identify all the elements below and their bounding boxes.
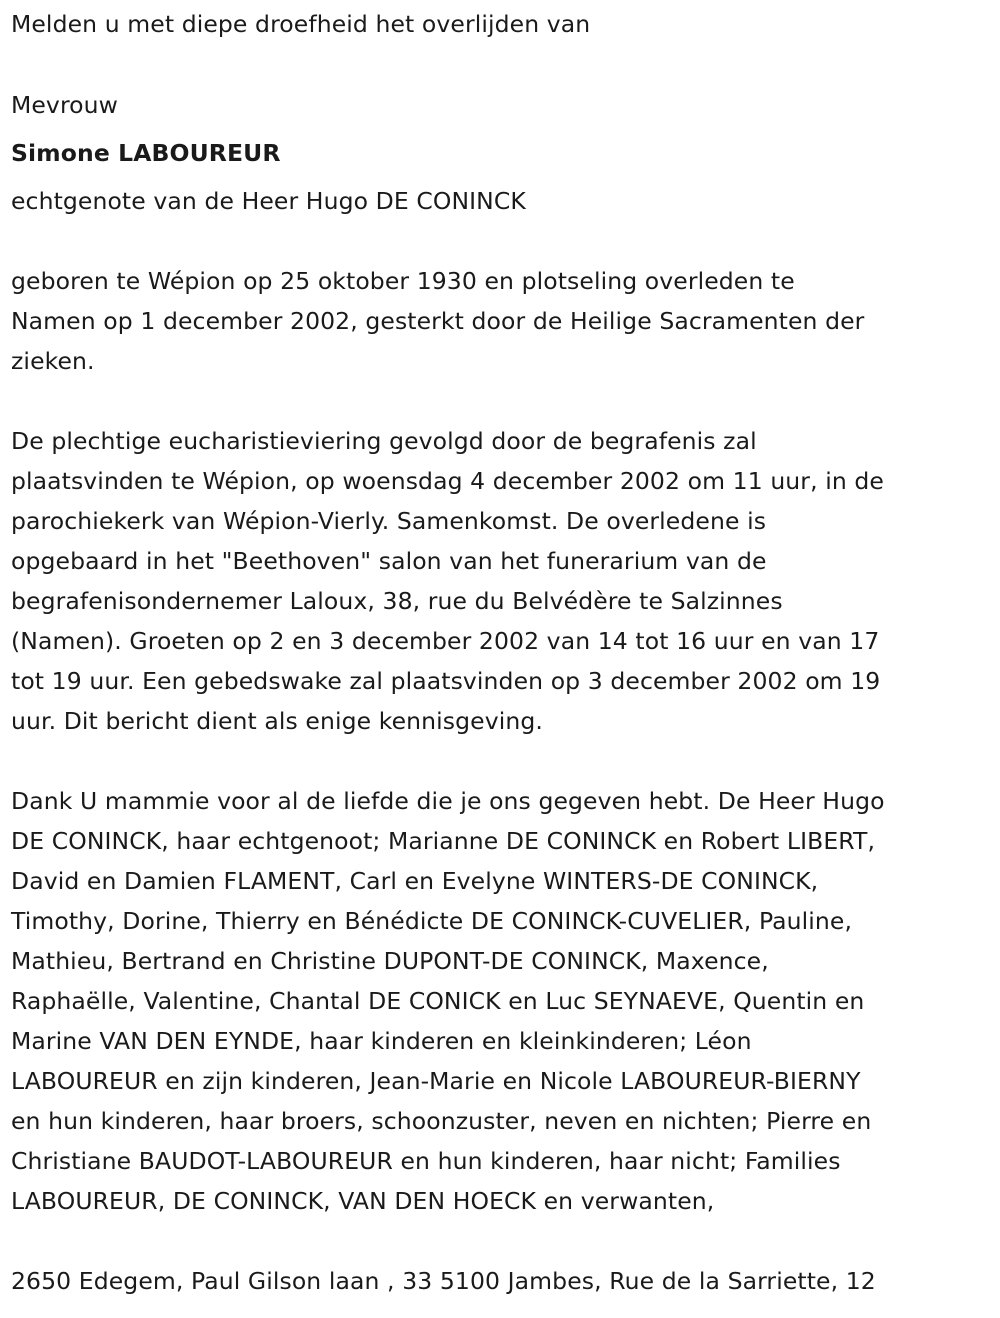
address-line: 2650 Edegem, Paul Gilson laan , 33 5100 Jambes, Rue de la Sarriette, 12 — [11, 1267, 876, 1295]
paragraph-line: Raphaëlle, Valentine, Chantal DE CONICK en Luc SEYNAEVE, Quentin en — [11, 987, 865, 1015]
paragraph-line: en hun kinderen, haar broers, schoonzuster, neven en nichten; Pierre en — [11, 1107, 872, 1135]
paragraph-line: Marine VAN DEN EYNDE, haar kinderen en kleinkinderen; Léon — [11, 1027, 752, 1055]
paragraph-line: David en Damien FLAMENT, Carl en Evelyne WINTERS-DE CONINCK, — [11, 867, 819, 895]
intro-text: Melden u met diepe droefheid het overlijden van — [11, 10, 591, 38]
paragraph-line: tot 19 uur. Een gebedswake zal plaatsvinden op 3 december 2002 om 19 — [11, 667, 881, 695]
paragraph-line: plaatsvinden te Wépion, op woensdag 4 december 2002 om 11 uur, in de — [11, 467, 884, 495]
paragraph-line: De plechtige eucharistieviering gevolgd door de begrafenis zal — [11, 427, 757, 455]
birth-death-paragraph — [11, 261, 993, 381]
paragraph-line: Mathieu, Bertrand en Christine DUPONT-DE CONINCK, Maxence, — [11, 947, 769, 975]
paragraph-line: begrafenisondernemer Laloux, 38, rue du Belvédère te Salzinnes — [11, 587, 783, 615]
paragraph-line: LABOUREUR, DE CONINCK, VAN DEN HOECK en verwanten, — [11, 1187, 715, 1215]
paragraph-line: Timothy, Dorine, Thierry en Bénédicte DE CONINCK-CUVELIER, Pauline, — [11, 907, 853, 935]
paragraph-line: uur. Dit bericht dient als enige kennisgeving. — [11, 707, 543, 735]
paragraph-line: parochiekerk van Wépion-Vierly. Samenkomst. De overledene is — [11, 507, 767, 535]
family-paragraph — [11, 781, 993, 1221]
paragraph-line: (Namen). Groeten op 2 en 3 december 2002 van 14 tot 16 uur en van 17 — [11, 627, 880, 655]
paragraph-line: Dank U mammie voor al de liefde die je ons gegeven hebt. De Heer Hugo — [11, 787, 885, 815]
paragraph-line: zieken. — [11, 347, 95, 375]
ceremony-paragraph — [11, 421, 993, 741]
paragraph-line: LABOUREUR en zijn kinderen, Jean-Marie en Nicole LABOUREUR-BIERNY — [11, 1067, 861, 1095]
paragraph-line: Christiane BAUDOT-LABOUREUR en hun kinderen, haar nicht; Families — [11, 1147, 841, 1175]
paragraph-line: DE CONINCK, haar echtgenoot; Marianne DE CONINCK en Robert LIBERT, — [11, 827, 876, 855]
paragraph-line: geboren te Wépion op 25 oktober 1930 en plotseling overleden te — [11, 267, 795, 295]
deceased-name: Simone LABOUREUR — [11, 139, 281, 167]
spouse-line: echtgenote van de Heer Hugo DE CONINCK — [11, 187, 526, 215]
salutation: Mevrouw — [11, 91, 118, 119]
paragraph-line: opgebaard in het "Beethoven" salon van het funerarium van de — [11, 547, 767, 575]
paragraph-line: Namen op 1 december 2002, gesterkt door de Heilige Sacramenten der — [11, 307, 865, 335]
